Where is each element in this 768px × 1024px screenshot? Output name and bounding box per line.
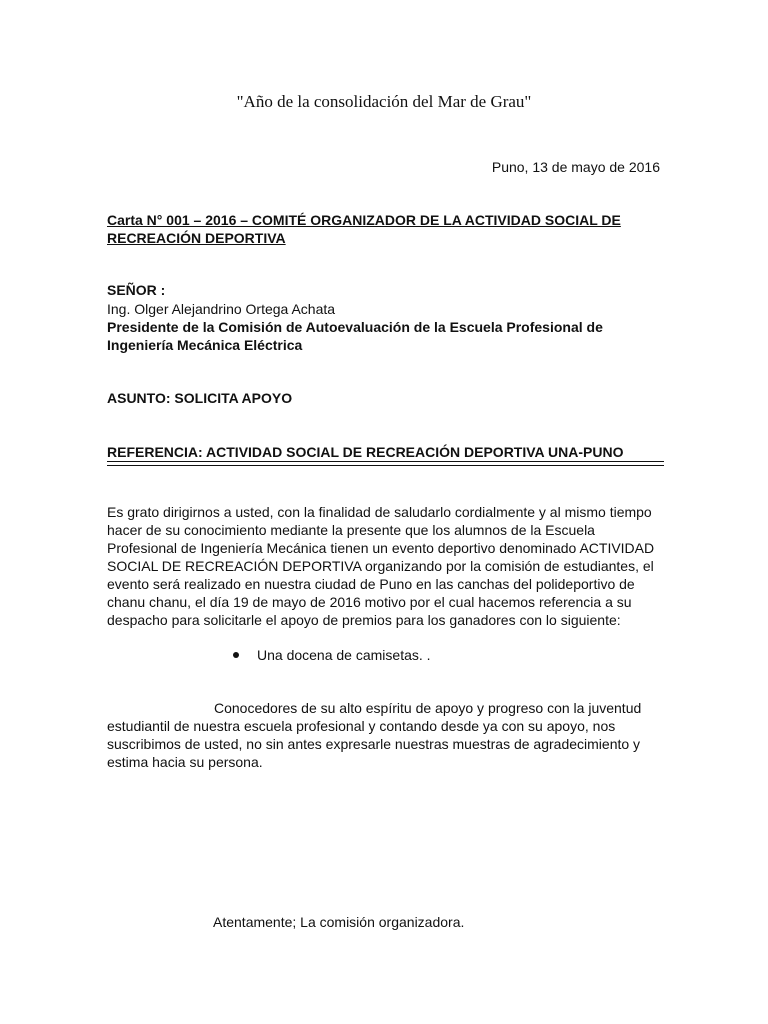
salutation: SEÑOR : [107,282,166,298]
signoff: Atentamente; La comisión organizadora. [213,914,465,930]
list-item [233,647,431,663]
recipient-name: Ing. Olger Alejandrino Ortega Achata [107,301,336,317]
list-item-text: Una docena de camisetas. . [257,647,431,663]
subject-line: ASUNTO: SOLICITA APOYO [107,390,293,406]
reference-double-rule [107,461,664,466]
recipient-role: Presidente de la Comisión de Autoevaluación de la Escuela Profesional de Ingeniería Mecánica Eléctrica [107,319,603,353]
bullet-icon [233,652,239,658]
body-paragraph: Es grato dirigirnos a usted, con la finalidad de saludarlo cordialmente y al mismo tiempo hacer de su conocimiento mediante la presente que los alumnos de la Escuela Profesional de Ingeniería Mecánica tienen un evento deportivo denominado ACTIVIDAD SOCIAL DE RECREACIÓN DEPORTIVA organizando por la comisión de estudiantes, el evento será realizado en nuestra ciudad de Puno en las canchas del polideportivo de chanu chanu, el día 19 de mayo de 2016 motivo por el cual hacemos referencia a su despacho para solicitarle el apoyo de premios para los ganadores con lo siguiente: [107,504,655,628]
reference-line: REFERENCIA: ACTIVIDAD SOCIAL DE RECREACIÓN DEPORTIVA UNA-PUNO [107,444,624,460]
carta-heading: Carta N° 001 – 2016 – COMITÉ ORGANIZADOR DE LA ACTIVIDAD SOCIAL DE RECREACIÓN DEPORTIVA [107,212,621,246]
year-motto: "Año de la consolidación del Mar de Grau" [236,92,532,111]
request-list [233,647,431,663]
addressee-block [107,300,667,354]
closing-paragraph: Conocedores de su alto espíritu de apoyo y progreso con la juventud estudiantil de nuestra escuela profesional y contando desde ya con su apoyo, nos suscribimos de usted, no sin antes expresarle nuestras muestras de agradecimiento y estima hacia su persona. [107,700,642,770]
place-date: Puno, 13 de mayo de 2016 [491,159,660,175]
